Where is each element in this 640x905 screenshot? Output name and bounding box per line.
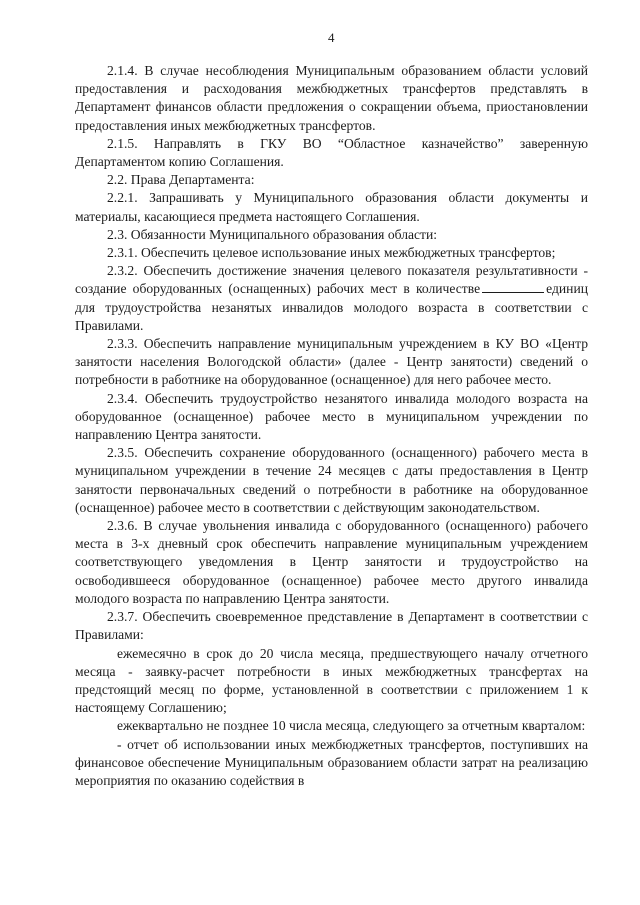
report-item: - отчет об использовании иных межбюджетных трансфертов, поступивших на финансовое обеспечение Муниципальным образованием области затрат на реализацию мероприятия по оказанию содействия в — [75, 736, 588, 788]
clause-2-3-1: 2.3.1. Обеспечить целевое использование иных межбюджетных трансфертов; — [107, 245, 556, 261]
clause-2-3-6: 2.3.6. В случае увольнения инвалида с оборудованного (оснащенного) рабочего места в 3-х дневный срок обеспечить направление муниципальным учреждением соответствующего уведомления в Центр занятости и трудоустройство на освободившееся оборудованное (оснащенное) рабочее место другого инвалида молодого возраста по направлению Центра занятости. — [75, 518, 588, 606]
clause-2-3-2-text-end: единиц для трудоустройства незанятых инвалидов молодого возраста в соответствии с Правилами. — [75, 281, 588, 333]
clause-2-3-4: 2.3.4. Обеспечить трудоустройство незанятого инвалида молодого возраста на оборудованное (оснащенное) рабочее место в муниципальном учреждении по направлению Центра занятости. — [75, 390, 588, 443]
clause-2-3-2 — [75, 262, 588, 335]
clause-2-1-5: 2.1.5. Направлять в ГКУ ВО “Областное казначейство” заверенную Департаментом копию Соглашения. — [75, 135, 588, 170]
clause-2-3-3: 2.3.3. Обеспечить направление муниципальным учреждением в КУ ВО «Центр занятости населения Вологодской области» (далее - Центр занятости) сведений о потребности в работнике на оборудованное (оснащенное) для него рабочее место. — [75, 336, 588, 388]
monthly-requirement: ежемесячно в срок до 20 числа месяца, предшествующего началу отчетного месяца - заявку-расчет потребности в иных межбюджетных трансфертах на предстоящий месяц по форме, установленной в соответствии с приложением 1 к настоящему Соглашению; — [75, 645, 588, 716]
clause-2-3-5: 2.3.5. Обеспечить сохранение оборудованного (оснащенного) рабочего места в муниципальном учреждении в течение 24 месяцев с даты предоставления в Центр занятости первоначальных сведений о потребности в работнике на оборудованное (оснащенное) рабочее место в соответствии с действующим законодательством. — [75, 445, 588, 515]
clause-2-2-1: 2.2.1. Запрашивать у Муниципального образования области документы и материалы, касающиеся предмета настоящего Соглашения. — [75, 190, 588, 224]
page-number: 4 — [328, 30, 335, 45]
section-2-3-heading: 2.3. Обязанности Муниципального образования области: — [107, 226, 438, 242]
clause-2-3-2-text-start: 2.3.2. Обеспечить достижение значения целевого показателя результативности - создание оборудованных (оснащенных) рабочих мест в количестве — [75, 263, 588, 297]
clause-2-3-7: 2.3.7. Обеспечить своевременное представление в Департамент в соответствии с Правилами: — [75, 609, 588, 643]
clause-2-1-4: 2.1.4. В случае несоблюдения Муниципальным образованием области условий предоставления и расходования межбюджетных трансфертов представлять в Департамент финансов области предложения о сокращении объема, приостановлении предоставления иных межбюджетных трансфертов. — [75, 63, 588, 133]
quantity-blank-line — [482, 281, 544, 293]
section-2-2-heading: 2.2. Права Департамента: — [107, 172, 255, 188]
quarterly-requirement: ежеквартально не позднее 10 числа месяца, следующего за отчетным кварталом: — [117, 718, 586, 734]
